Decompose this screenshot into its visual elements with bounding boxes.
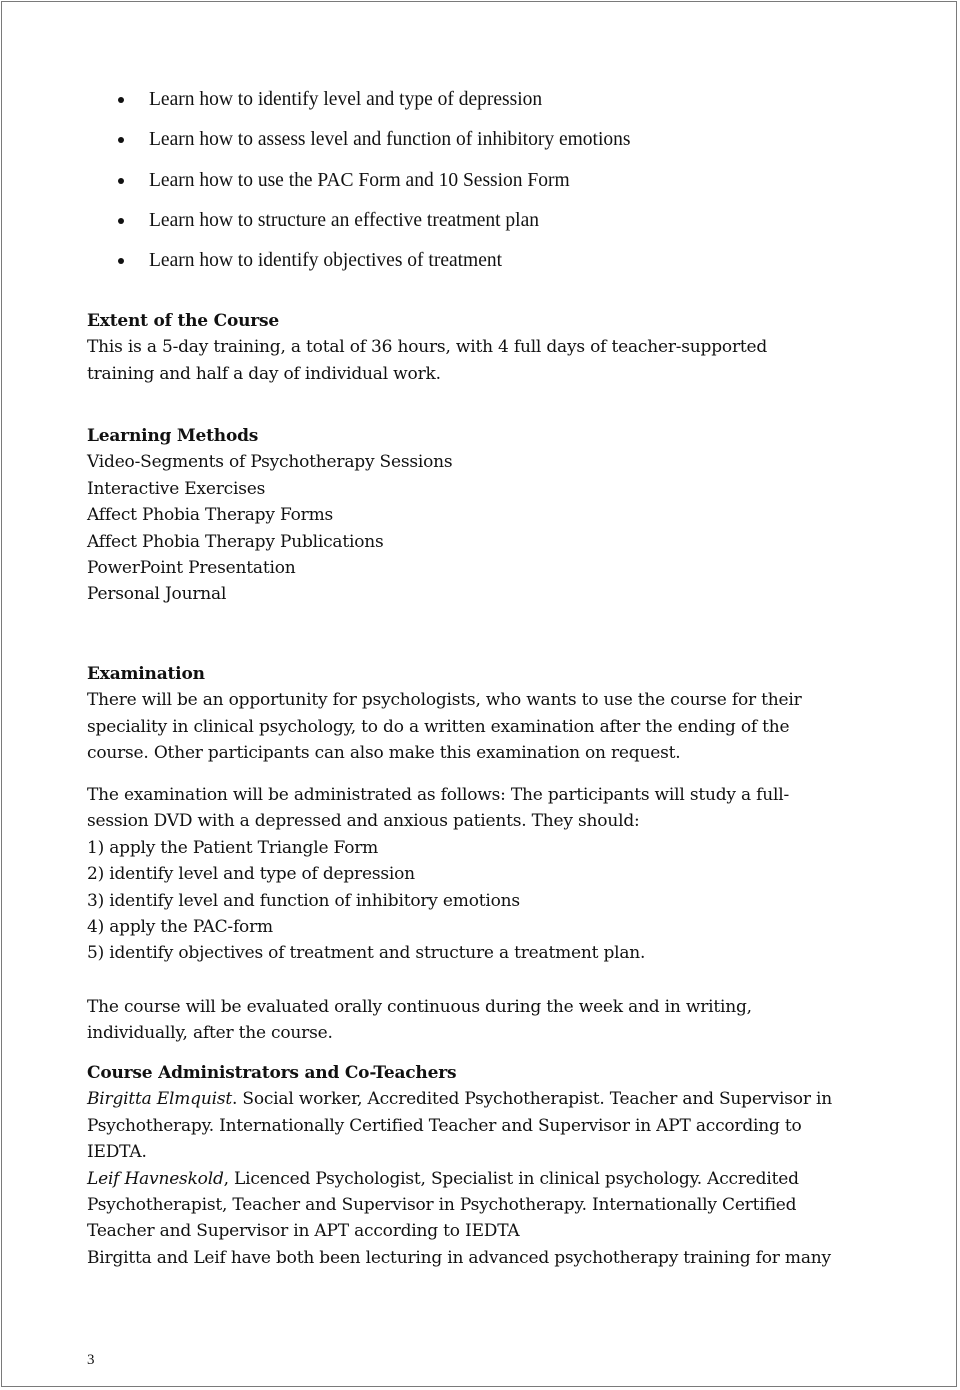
birgitta-text-line: IEDTA. [87, 1142, 147, 1163]
examination-text-line: There will be an opportunity for psychologists, who wants to use the course for their [87, 690, 802, 711]
list-item: Learn how to identify level and type of depression [112, 86, 630, 126]
closing-text-line: Birgitta and Leif have both been lecturing in advanced psychotherapy training for many [87, 1247, 831, 1268]
list-item: Learn how to identify objectives of treatment [112, 247, 630, 287]
bullet-icon [118, 137, 124, 143]
bullet-icon [118, 97, 124, 103]
admin-step: 2) identify level and type of depression [87, 864, 415, 885]
page-number: 3 [87, 1352, 95, 1368]
admin-text-line: The examination will be administrated as follows: The participants will study a full- [87, 785, 790, 805]
examination-section [87, 661, 887, 767]
bullet-icon [118, 178, 124, 184]
methods-section [87, 423, 887, 608]
extent-text-line: This is a 5-day training, a total of 36 hours, with 4 full days of teacher-supported [87, 337, 768, 358]
methods-heading: Learning Methods [87, 426, 259, 446]
administrators-section [87, 1060, 887, 1271]
leif-text-line: Teacher and Supervisor in APT according to IEDTA [87, 1221, 520, 1242]
evaluation-section [87, 994, 887, 1047]
bullet-icon [118, 218, 124, 224]
examination-text-line: course. Other participants can also make this examination on request. [87, 743, 681, 764]
methods-item: Affect Phobia Therapy Forms [87, 505, 334, 526]
document-page [1, 1, 957, 1387]
list-item: Learn how to assess level and function of inhibitory emotions [112, 126, 630, 166]
administrators-heading: Course Administrators and Co-Teachers [87, 1063, 457, 1083]
evaluation-text-line: The course will be evaluated orally continuous during the week and in writing, [87, 997, 752, 1017]
extent-heading: Extent of the Course [87, 311, 279, 331]
bullet-icon [118, 258, 124, 264]
extent-section [87, 308, 887, 387]
leif-text-line: Psychotherapist, Teacher and Supervisor in Psychotherapy. Internationally Certified [87, 1195, 797, 1216]
extent-text-line: training and half a day of individual work. [87, 363, 441, 384]
examination-heading: Examination [87, 664, 205, 684]
leif-name: Leif Havneskold [87, 1168, 224, 1189]
evaluation-text-line: individually, after the course. [87, 1023, 333, 1044]
birgitta-name: Birgitta Elmquist [87, 1089, 232, 1110]
methods-item: Interactive Exercises [87, 478, 266, 499]
methods-item: Personal Journal [87, 584, 227, 605]
list-item: Learn how to use the PAC Form and 10 Session Form [112, 167, 630, 207]
examination-text-line: speciality in clinical psychology, to do a written examination after the ending of the [87, 716, 790, 737]
admin-step: 4) apply the PAC-form [87, 917, 273, 938]
birgitta-text-line: Psychotherapy. Internationally Certified Teacher and Supervisor in APT according to [87, 1115, 802, 1136]
birgitta-line: Birgitta Elmquist. Social worker, Accredited Psychotherapist. Teacher and Supervisor in [87, 1089, 832, 1110]
examination-admin [87, 782, 887, 967]
methods-item: PowerPoint Presentation [87, 558, 296, 579]
list-item: Learn how to structure an effective treatment plan [112, 207, 630, 247]
methods-item: Affect Phobia Therapy Publications [87, 531, 384, 552]
admin-step: 5) identify objectives of treatment and structure a treatment plan. [87, 943, 646, 964]
leif-line: Leif Havneskold, Licenced Psychologist, Specialist in clinical psychology. Accredited [87, 1168, 799, 1189]
admin-step: 1) apply the Patient Triangle Form [87, 837, 379, 858]
admin-step: 3) identify level and function of inhibitory emotions [87, 890, 520, 911]
methods-item: Video-Segments of Psychotherapy Sessions [87, 452, 453, 473]
admin-text-line: session DVD with a depressed and anxious patients. They should: [87, 811, 640, 832]
objectives-list [112, 86, 630, 287]
